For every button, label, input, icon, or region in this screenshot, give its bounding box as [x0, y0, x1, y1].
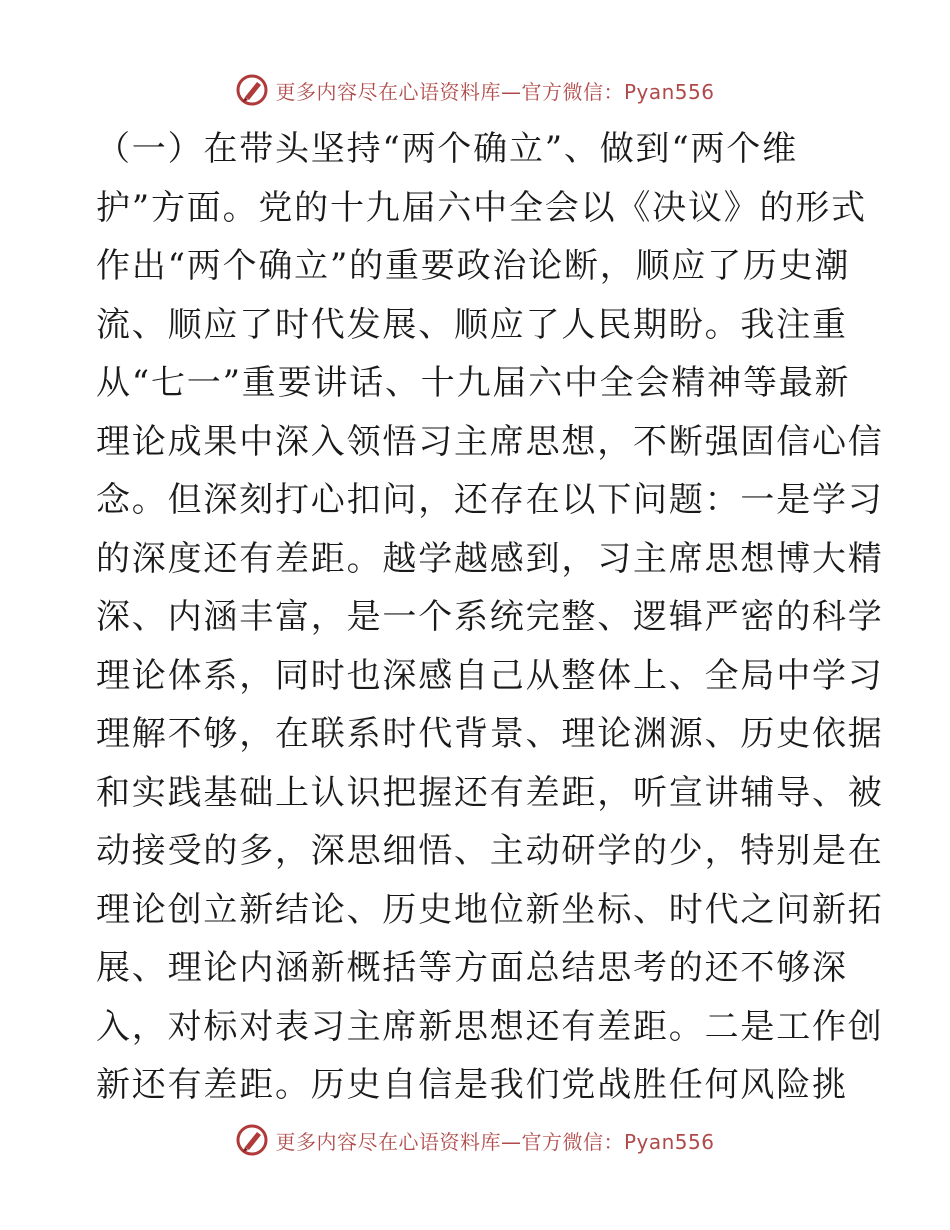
body-line: 动接受的多，深思细悟、主动研学的少，特别是在 — [96, 831, 884, 871]
header-banner-text: 更多内容尽在心语资料库—官方微信：Pyan556 — [275, 79, 715, 104]
body-line: 理论成果中深入领悟习主席思想，不断强固信心信 — [96, 421, 884, 462]
footer-banner-text: 更多内容尽在心语资料库—官方微信：Pyan556 — [275, 1129, 715, 1154]
body-line: 新还有差距。历史自信是我们党战胜任何风险挑 — [96, 1065, 848, 1105]
body-line: 深、内涵丰富，是一个系统完整、逻辑严密的科学 — [96, 597, 884, 637]
body-line: 理论创立新结论、历史地位新坐标、时代之问新拓 — [96, 889, 884, 930]
pen-logo-icon — [235, 1123, 269, 1157]
footer-banner — [0, 1120, 950, 1160]
body-line: 理论体系，同时也深感自己从整体上、全局中学习 — [96, 655, 884, 696]
header-banner — [0, 70, 950, 110]
body-line: 的深度还有差距。越学越感到，习主席思想博大精 — [96, 538, 884, 579]
body-line: 展、理论内涵新概括等方面总结思考的还不够深 — [96, 948, 848, 988]
body-line: （一）在带头坚持“两个确立”、做到“两个维 — [96, 129, 798, 169]
body-line: 和实践基础上认识把握还有差距，听宣讲辅导、被 — [96, 772, 884, 813]
body-line: 护”方面。党的十九届六中全会以《决议》的形式 — [96, 187, 867, 228]
document-body — [96, 120, 884, 1115]
body-line: 从“七一”重要讲话、十九届六中全会精神等最新 — [96, 363, 851, 403]
body-line: 作出“两个确立”的重要政治论断，顺应了历史潮 — [96, 246, 851, 286]
body-line: 流、顺应了时代发展、顺应了人民期盼。我注重 — [96, 304, 848, 345]
body-line: 入，对标对表习主席新思想还有差距。二是工作创 — [96, 1006, 884, 1047]
pen-logo-icon — [235, 73, 269, 107]
body-line: 念。但深刻打心扣问，还存在以下问题：一是学习 — [96, 480, 884, 520]
body-line: 理解不够，在联系时代背景、理论渊源、历史依据 — [96, 714, 884, 754]
